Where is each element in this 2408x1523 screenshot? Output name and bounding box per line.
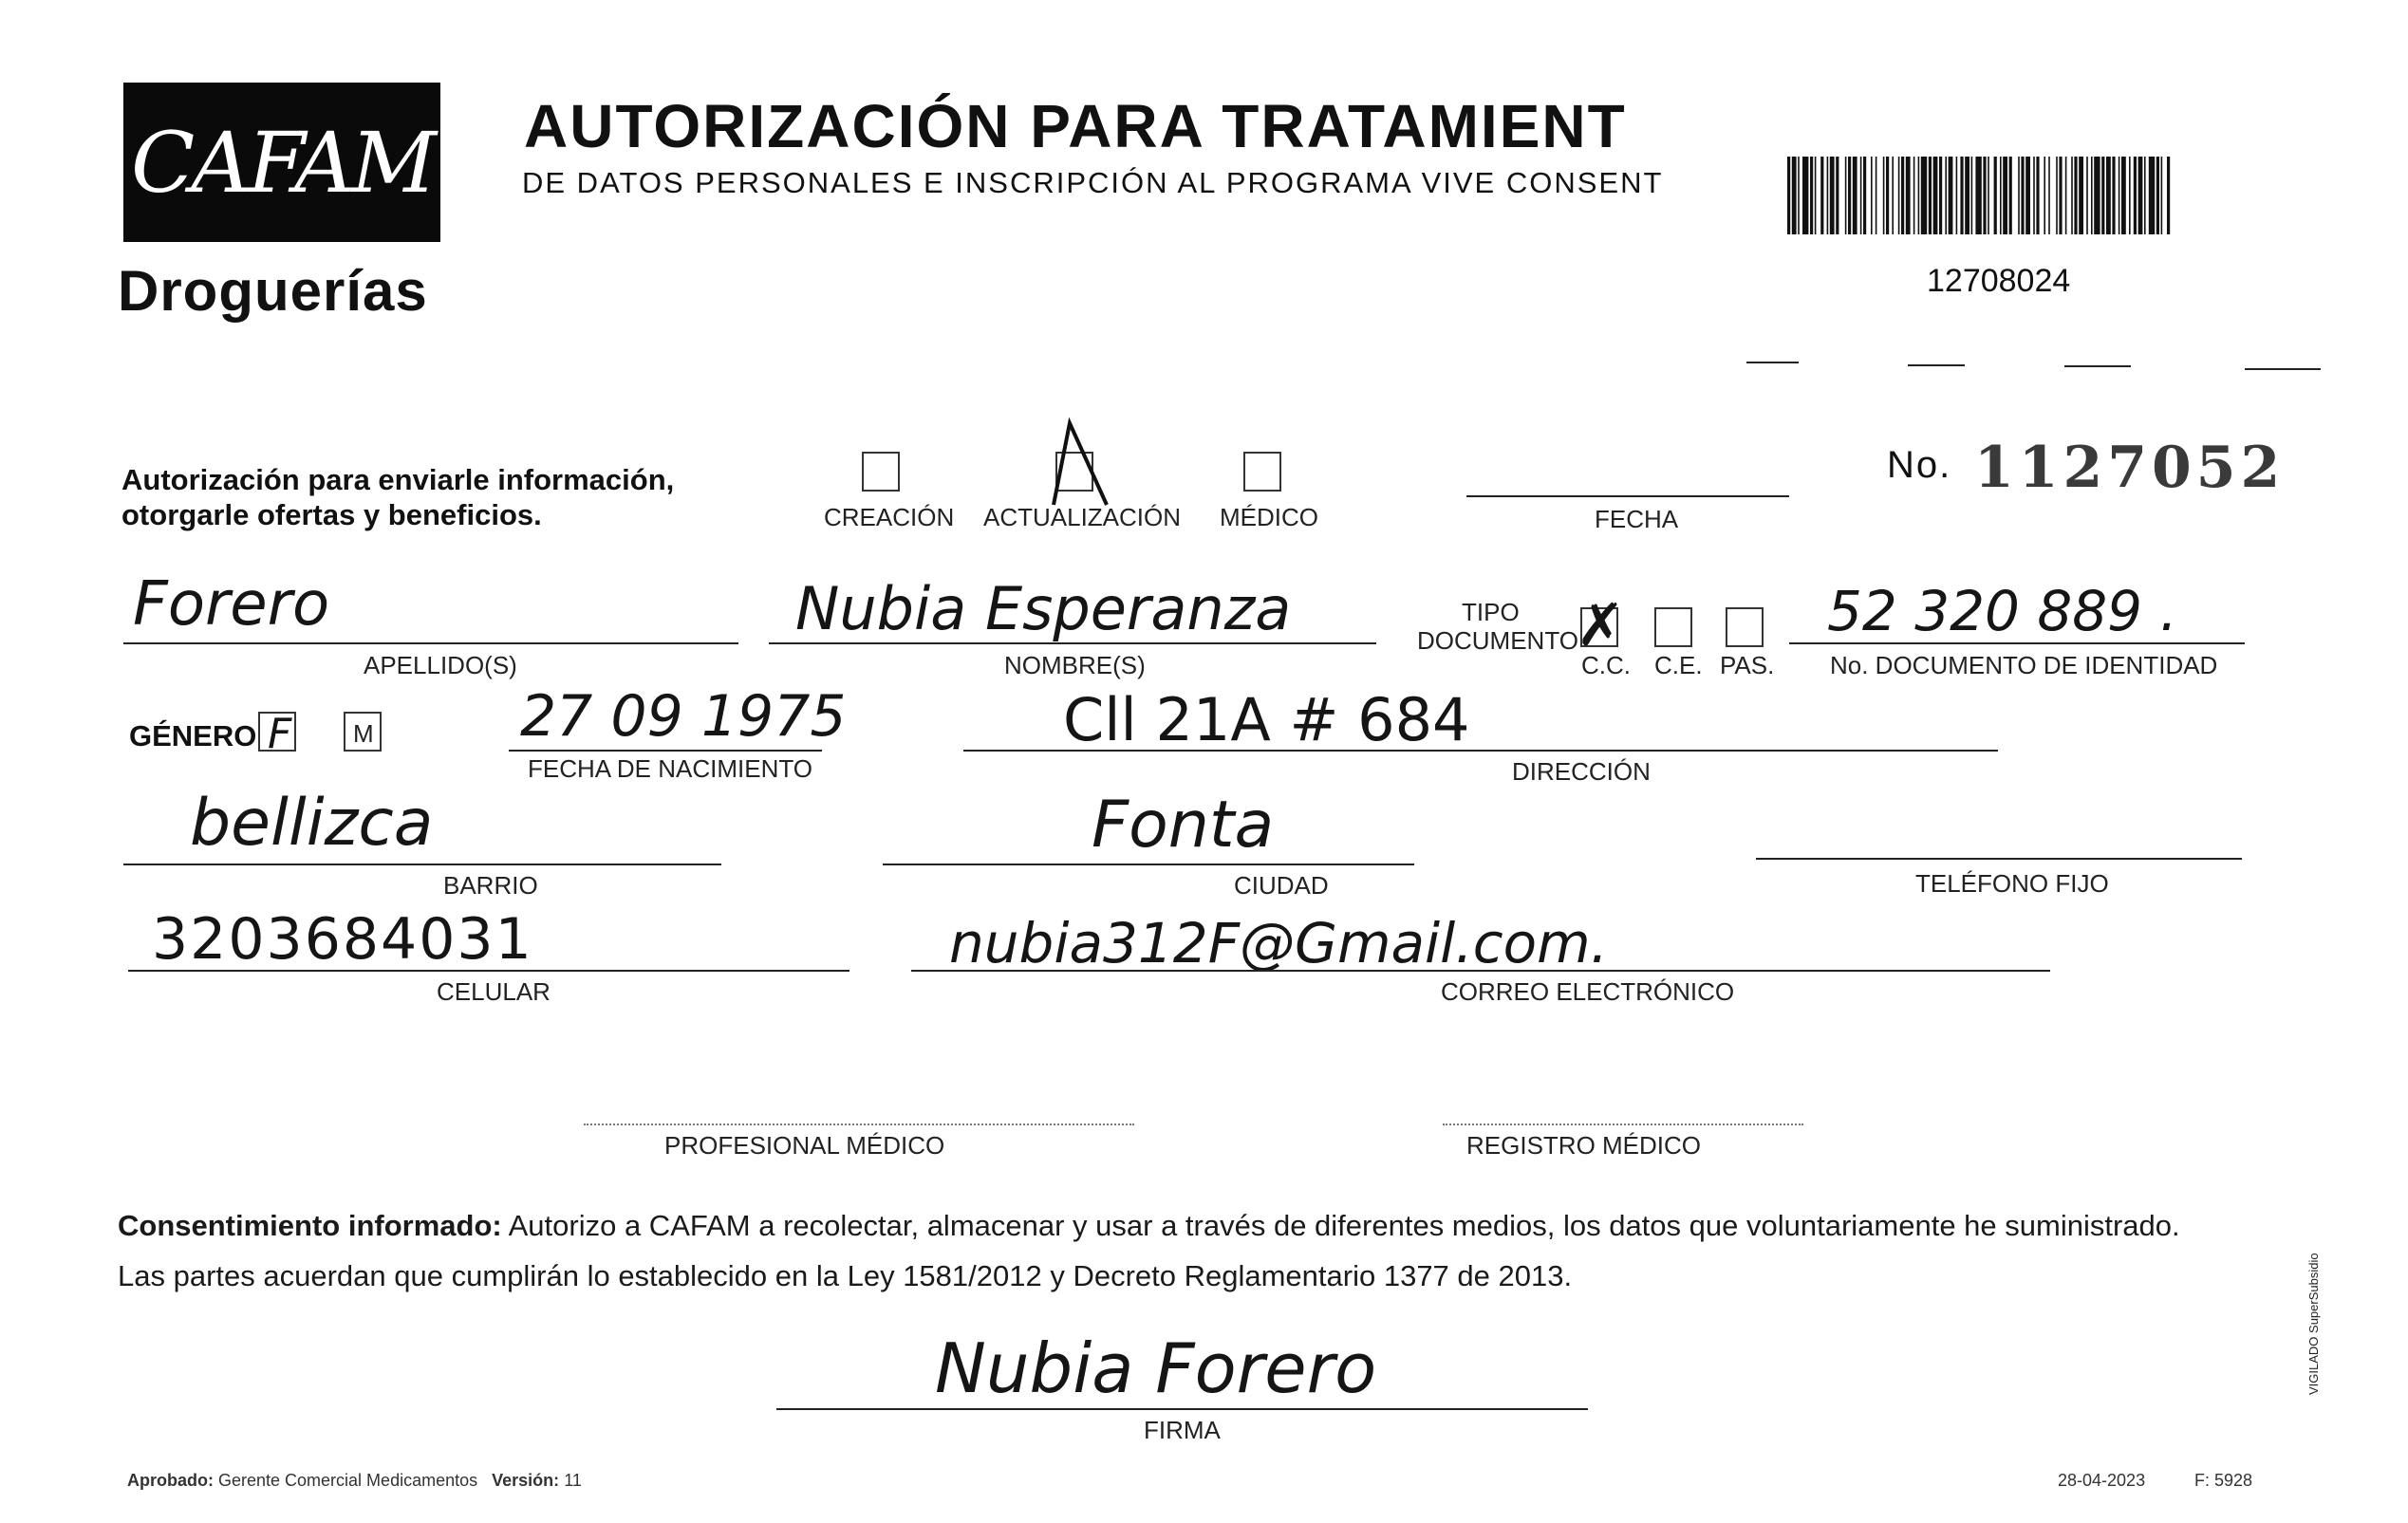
registro-line xyxy=(1443,1124,1803,1125)
ce-checkbox[interactable] xyxy=(1654,607,1692,647)
genero-f-value: F xyxy=(268,710,292,758)
footer-code: F: 5928 xyxy=(2194,1471,2253,1490)
medico-checkbox[interactable] xyxy=(1243,452,1281,492)
form-number-label: No. xyxy=(1887,444,1952,486)
signature-label: FIRMA xyxy=(1144,1416,1221,1444)
telefono-label: TELÉFONO FIJO xyxy=(1915,869,2109,898)
ciudad-label: CIUDAD xyxy=(1234,871,1329,900)
pas-label: PAS. xyxy=(1720,651,1775,679)
intro-line-1: Autorización para enviarle información, xyxy=(121,463,675,496)
approved-value: Gerente Comercial Medicamentos xyxy=(218,1471,478,1490)
genero-m-label: M xyxy=(353,719,374,748)
logo-text: CAFAM xyxy=(131,113,433,212)
direccion-label: DIRECCIÓN xyxy=(1512,757,1651,786)
creacion-label: CREACIÓN xyxy=(824,503,955,531)
barrio-value[interactable]: bellizca xyxy=(190,786,434,861)
checkmark-icon xyxy=(1027,418,1112,512)
fecha-nacimiento-value[interactable]: 27 09 1975 xyxy=(520,683,847,750)
signature-line xyxy=(776,1408,1588,1410)
form-number: 1127052 xyxy=(1974,435,2286,501)
side-note: VIGILADO SuperSubsidio xyxy=(2306,1253,2321,1395)
apellidos-label: APELLIDO(S) xyxy=(364,651,517,679)
ce-label: C.E. xyxy=(1654,651,1703,679)
celular-line xyxy=(128,970,849,972)
documento-numero-label: No. DOCUMENTO DE IDENTIDAD xyxy=(1830,651,2218,679)
correo-value[interactable]: nubia312F@Gmail.com. xyxy=(949,911,1609,975)
barcode xyxy=(1787,157,2171,234)
footer-date: 28-04-2023 xyxy=(2058,1471,2146,1490)
signature-value[interactable]: Nubia Forero xyxy=(935,1328,1377,1408)
registro-label: REGISTRO MÉDICO xyxy=(1466,1131,1702,1160)
barrio-label: BARRIO xyxy=(443,871,538,900)
celular-label: CELULAR xyxy=(437,977,551,1006)
cafam-logo xyxy=(123,83,440,242)
apellidos-value[interactable]: Forero xyxy=(133,569,330,640)
document-title: AUTORIZACIÓN PARA TRATAMIENT xyxy=(524,92,1627,160)
checkmark-icon: ✗ xyxy=(1576,590,1625,659)
fecha-label: FECHA xyxy=(1595,505,1679,533)
consent-line-2: Las partes acuerdan que cumplirán lo establecido en la Ley 1581/2012 y Decreto Reglamentario 1377 de 2013. xyxy=(118,1259,1573,1292)
footer-approved xyxy=(127,1471,582,1491)
direccion-line xyxy=(963,750,1998,752)
celular-value[interactable]: 3203684031 xyxy=(152,906,533,973)
documento-label: DOCUMENTO xyxy=(1417,626,1578,655)
consent-line-1: Autorizo a CAFAM a recolectar, almacenar y usar a través de diferentes medios, los datos que voluntariamente he suministrado. xyxy=(501,1209,2180,1242)
direccion-value[interactable]: Cll 21A # 684 xyxy=(1063,685,1470,754)
consent-title: Consentimiento informado: xyxy=(118,1209,502,1242)
consent-text xyxy=(118,1200,2253,1301)
nombres-label: NOMBRE(S) xyxy=(1004,651,1146,679)
fecha-nacimiento-line xyxy=(509,750,822,752)
nombres-line xyxy=(769,642,1376,644)
divider xyxy=(1746,362,1799,363)
ciudad-value[interactable]: Fonta xyxy=(1092,788,1275,863)
intro-line-2: otorgarle ofertas y beneficios. xyxy=(121,498,542,531)
pas-checkbox[interactable] xyxy=(1726,607,1764,647)
fecha-nacimiento-label: FECHA DE NACIMIENTO xyxy=(528,754,813,783)
medico-label: MÉDICO xyxy=(1220,503,1318,531)
nombres-value[interactable]: Nubia Esperanza xyxy=(795,574,1292,643)
documento-value[interactable]: 52 320 889 . xyxy=(1827,579,2177,643)
logo-subtitle: Droguerías xyxy=(118,259,428,323)
profesional-line xyxy=(584,1124,1134,1125)
genero-label: GÉNERO xyxy=(129,719,257,752)
tipo-label: TIPO xyxy=(1462,598,1520,626)
apellidos-line xyxy=(123,642,738,644)
divider xyxy=(2245,368,2321,370)
documento-line xyxy=(1789,642,2245,644)
divider xyxy=(2064,365,2131,367)
cc-label: C.C. xyxy=(1581,651,1631,679)
correo-label: CORREO ELECTRÓNICO xyxy=(1441,977,1735,1006)
creacion-checkbox[interactable] xyxy=(862,452,900,492)
barrio-line xyxy=(123,864,721,865)
actualizacion-label: ACTUALIZACIÓN xyxy=(983,503,1182,531)
divider xyxy=(1908,364,1965,366)
telefono-line xyxy=(1756,858,2242,860)
version-value: 11 xyxy=(564,1471,582,1490)
barcode-number: 12708024 xyxy=(1927,263,2071,299)
approved-label: Aprobado: xyxy=(127,1471,214,1490)
profesional-label: PROFESIONAL MÉDICO xyxy=(664,1131,945,1160)
version-label: Versión: xyxy=(492,1471,560,1490)
ciudad-line xyxy=(883,864,1414,865)
document-subtitle: DE DATOS PERSONALES E INSCRIPCIÓN AL PROGRAMA VIVE CONSENT xyxy=(522,166,1664,199)
correo-line xyxy=(911,970,2050,972)
fecha-line xyxy=(1466,495,1789,497)
